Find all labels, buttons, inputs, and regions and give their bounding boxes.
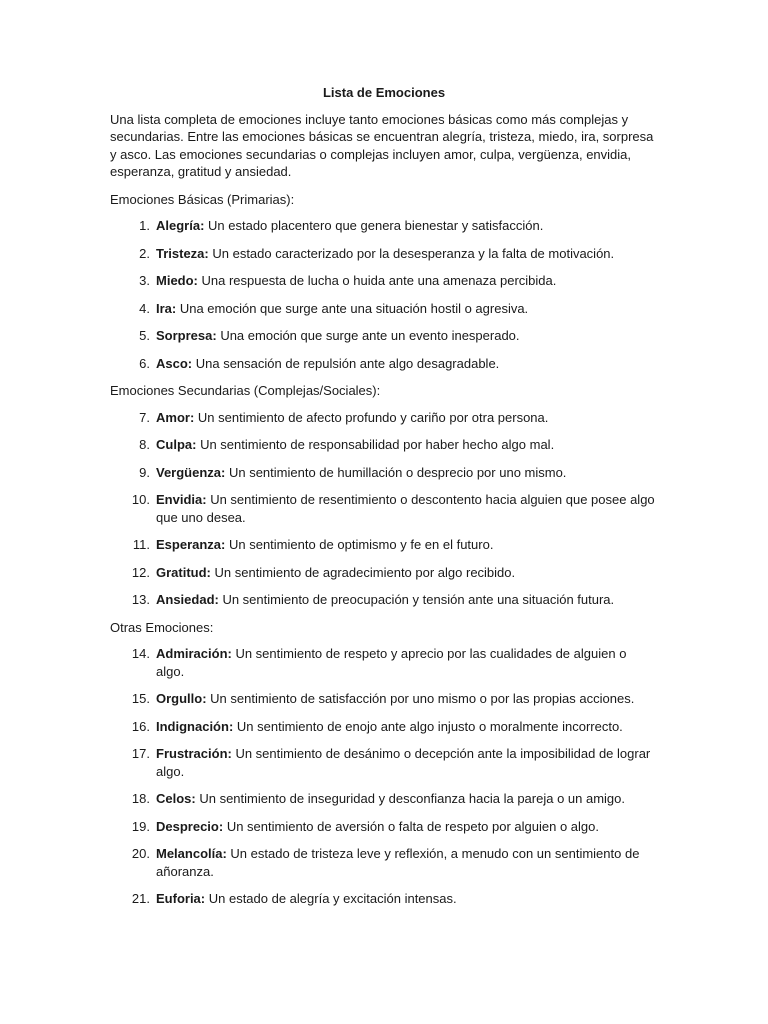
- list-item-number: 15.: [131, 691, 150, 706]
- emotion-term: Miedo:: [156, 273, 198, 288]
- list-item: [110, 300, 658, 318]
- list-item: [110, 536, 658, 554]
- emotion-term: Envidia:: [156, 492, 207, 507]
- list-item: [110, 790, 658, 808]
- emotion-term: Asco:: [156, 355, 193, 371]
- emotion-term: Amor:: [156, 409, 195, 425]
- list-item: [110, 272, 658, 290]
- list-item-number: 14.: [131, 646, 150, 661]
- emotion-description: Una sensación de repulsión ante algo desagradable.: [192, 355, 500, 371]
- list-item-number: 17.: [131, 746, 150, 761]
- list-item: [110, 245, 658, 263]
- list-item-number: 21.: [131, 891, 150, 906]
- emotion-term: Indignación:: [156, 718, 234, 734]
- emotion-term: Ansiedad:: [156, 592, 219, 607]
- emotion-term: Frustración:: [156, 746, 232, 761]
- list-item: [110, 464, 658, 482]
- list-item: [110, 591, 658, 609]
- list-item-number: 4.: [139, 300, 150, 316]
- list-item: [110, 690, 658, 708]
- list-item-number: 18.: [131, 791, 150, 806]
- emotion-description: Un sentimiento de agradecimiento por algo recibido.: [210, 564, 516, 580]
- list-item: [110, 355, 658, 373]
- list-item-number: 11.: [132, 537, 150, 552]
- emotion-description: Un sentimiento de satisfacción por uno mismo o por las propias acciones.: [206, 691, 635, 706]
- intro-paragraph: Una lista completa de emociones incluye tanto emociones básicas como más complejas y secundarias. Entre las emociones básicas se encuentran alegría, tristeza, miedo, ira, sorpresa y asco. Las emociones secundarias o complejas incluyen amor, culpa, vergüenza, envidia, esperanza, gratitud y ansiedad.: [110, 111, 654, 179]
- list-item: [110, 217, 658, 235]
- emotion-list: [110, 645, 658, 908]
- list-item: [110, 890, 658, 908]
- list-item: [110, 745, 658, 780]
- emotion-term: Alegría:: [156, 218, 205, 233]
- section-heading: Emociones Secundarias (Complejas/Sociales):: [110, 383, 381, 398]
- emotion-description: Un sentimiento de respeto y aprecio por las cualidades de alguien o algo.: [156, 646, 627, 679]
- list-item-number: 7.: [139, 409, 150, 425]
- emotion-description: Una emoción que surge ante un evento inesperado.: [216, 328, 520, 343]
- sections-container: [110, 191, 658, 908]
- emotion-description: Un sentimiento de responsabilidad por haber hecho algo mal.: [196, 437, 555, 452]
- list-item: [110, 718, 658, 736]
- emotion-description: Un sentimiento de aversión o falta de respeto por alguien o algo.: [223, 818, 599, 834]
- emotion-list: [110, 217, 658, 372]
- emotion-description: Un sentimiento de resentimiento o descontento hacia alguien que posee algo que uno desea.: [156, 492, 655, 525]
- emotion-term: Admiración:: [156, 646, 232, 661]
- list-item-number: 1.: [139, 218, 150, 233]
- list-item: [110, 491, 658, 526]
- list-item-number: 20.: [131, 846, 150, 861]
- list-item: [110, 818, 658, 836]
- list-item-number: 19.: [131, 818, 150, 834]
- list-item-number: 13.: [131, 592, 150, 607]
- emotion-term: Vergüenza:: [156, 464, 226, 480]
- emotion-term: Esperanza:: [156, 537, 226, 552]
- list-item-number: 12.: [131, 564, 150, 580]
- emotion-term: Tristeza:: [156, 245, 209, 261]
- list-item: [110, 327, 658, 345]
- emotion-term: Sorpresa:: [156, 328, 217, 343]
- emotion-term: Gratitud:: [156, 564, 211, 580]
- list-item: [110, 845, 658, 880]
- emotion-term: Celos:: [156, 791, 196, 806]
- emotion-description: Una respuesta de lucha o huida ante una amenaza percibida.: [197, 273, 557, 288]
- list-item-number: 6.: [139, 355, 150, 371]
- emotion-term: Orgullo:: [156, 691, 207, 706]
- emotion-description: Un sentimiento de inseguridad y desconfianza hacia la pareja o un amigo.: [195, 791, 626, 806]
- emotion-description: Un sentimiento de optimismo y fe en el futuro.: [225, 537, 494, 552]
- emotion-description: Un sentimiento de enojo ante algo injusto o moralmente incorrecto.: [233, 718, 623, 734]
- emotion-description: Un estado de alegría y excitación intensas.: [205, 891, 457, 906]
- emotion-description: Un sentimiento de desánimo o decepción ante la imposibilidad de lograr algo.: [156, 746, 651, 779]
- emotion-description: Un estado placentero que genera bienestar y satisfacción.: [204, 218, 544, 233]
- emotion-description: Un estado de tristeza leve y reflexión, a menudo con un sentimiento de añoranza.: [156, 846, 640, 879]
- list-item-number: 10.: [131, 492, 150, 507]
- emotion-description: Un sentimiento de preocupación y tensión ante una situación futura.: [218, 592, 615, 607]
- emotion-term: Desprecio:: [156, 818, 224, 834]
- emotion-term: Ira:: [156, 300, 177, 316]
- list-item: [110, 436, 658, 454]
- emotion-term: Melancolía:: [156, 846, 227, 861]
- section-heading: Emociones Básicas (Primarias):: [110, 191, 295, 207]
- list-item-number: 5.: [139, 328, 150, 343]
- emotion-term: Culpa:: [156, 437, 197, 452]
- list-item-number: 2.: [139, 245, 150, 261]
- emotion-description: Un sentimiento de afecto profundo y cariño por otra persona.: [194, 409, 549, 425]
- emotion-list: [110, 409, 658, 609]
- section-heading: Otras Emociones:: [110, 619, 214, 635]
- document-body: [110, 84, 658, 918]
- emotion-description: Un sentimiento de humillación o desprecio por uno mismo.: [225, 464, 567, 480]
- emotion-description: Un estado caracterizado por la desesperanza y la falta de motivación.: [208, 245, 615, 261]
- list-item-number: 3.: [139, 273, 150, 288]
- list-item: [110, 645, 658, 680]
- document-title: Lista de Emociones: [322, 85, 446, 100]
- emotion-description: Una emoción que surge ante una situación hostil o agresiva.: [176, 300, 529, 316]
- list-item-number: 16.: [131, 718, 150, 734]
- list-item: [110, 409, 658, 427]
- list-item: [110, 564, 658, 582]
- emotion-term: Euforia:: [156, 891, 206, 906]
- list-item-number: 8.: [139, 437, 150, 452]
- list-item-number: 9.: [139, 464, 150, 480]
